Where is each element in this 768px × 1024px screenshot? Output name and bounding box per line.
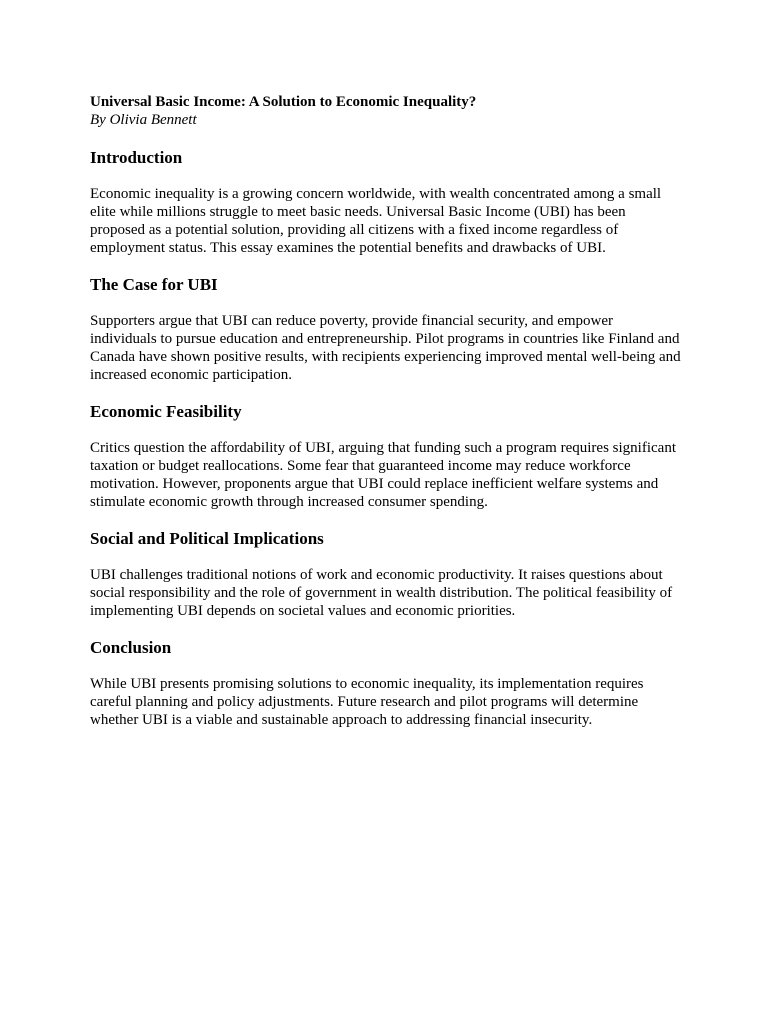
section-body-economic-feasibility: Critics question the affordability of UBI, arguing that funding such a program requires significant taxation or budget reallocations. Some fear that guaranteed income may reduce workforce motivation. However, proponents argue that UBI could replace inefficient welfare systems and stimulate economic growth through increased consumer spending. <box>90 440 676 510</box>
document-page <box>90 93 682 729</box>
section-heading-case-for-ubi: The Case for UBI <box>90 275 218 294</box>
section-body-social-political: UBI challenges traditional notions of work and economic productivity. It raises questions about social responsibility and the role of government in wealth distribution. The political feasibility of implementing UBI depends on societal values and economic priorities. <box>90 567 673 619</box>
author-byline: By Olivia Bennett <box>90 112 197 128</box>
section-heading-conclusion: Conclusion <box>90 638 172 657</box>
document-title: Universal Basic Income: A Solution to Economic Inequality? <box>90 94 477 110</box>
section-heading-social-political: Social and Political Implications <box>90 529 324 548</box>
section-heading-economic-feasibility: Economic Feasibility <box>90 402 242 421</box>
section-body-introduction: Economic inequality is a growing concern worldwide, with wealth concentrated among a small elite while millions struggle to meet basic needs. Universal Basic Income (UBI) has been proposed as a potential solution, providing all citizens with a fixed income regardless of employment status. This essay examines the potential benefits and drawbacks of UBI. <box>90 186 662 256</box>
section-heading-introduction: Introduction <box>90 148 183 167</box>
section-body-conclusion: While UBI presents promising solutions to economic inequality, its implementation requires careful planning and policy adjustments. Future research and pilot programs will determine whether UBI is a viable and sustainable approach to addressing financial insecurity. <box>90 676 644 728</box>
section-body-case-for-ubi: Supporters argue that UBI can reduce poverty, provide financial security, and empower individuals to pursue education and entrepreneurship. Pilot programs in countries like Finland and Canada have shown positive results, with recipients experiencing improved mental well-being and increased economic participation. <box>90 313 681 383</box>
